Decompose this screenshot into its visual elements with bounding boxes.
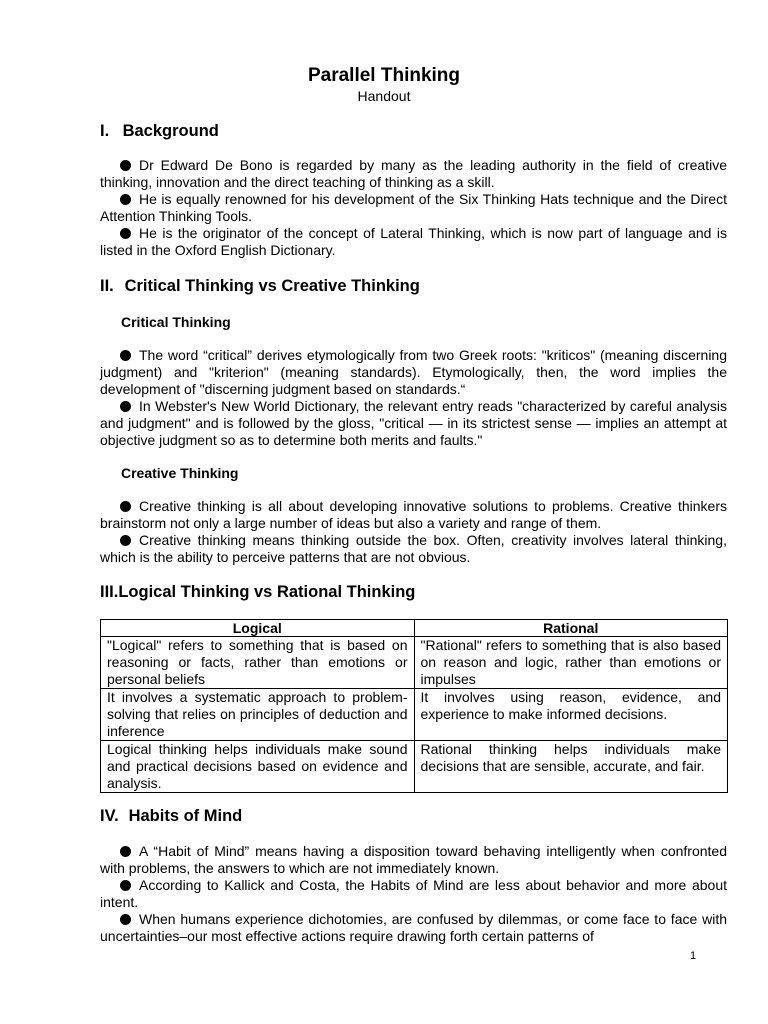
critical-thinking-bullet-list xyxy=(100,347,727,449)
list-item: A “Habit of Mind” means having a disposition toward behaving intelligently when confronted with problems, the answers to which are not immediately known. xyxy=(100,843,727,876)
table-cell: It involves a systematic approach to problem-solving that relies on principles of deduction and inference xyxy=(101,689,415,741)
table-header-row xyxy=(101,620,728,637)
table-row xyxy=(101,637,728,689)
creative-thinking-bullet-list xyxy=(100,498,727,566)
section-number: III. xyxy=(100,583,119,601)
table-cell: "Rational" refers to something that is also based on reason and logic, rather than emotions or impulses xyxy=(414,637,728,689)
section-number: I. xyxy=(100,122,110,140)
table-cell: It involves using reason, evidence, and experience to make informed decisions. xyxy=(414,689,728,741)
section-heading-habits-of-mind xyxy=(100,805,242,827)
table-row xyxy=(101,689,728,741)
table-cell: Logical thinking helps individuals make sound and practical decisions based on evidence and analysis. xyxy=(101,741,415,793)
section-number: IV. xyxy=(100,807,119,825)
list-item: In Webster's New World Dictionary, the relevant entry reads "characterized by careful analysis and judgment" and is followed by the gloss, "critical — in its strictest sense — implies an attempt at objective judgment so as to determine both merits and faults." xyxy=(100,398,727,448)
page-number: 1 xyxy=(690,950,697,962)
bullet-icon xyxy=(120,160,131,171)
section-heading-critical-vs-creative xyxy=(100,275,420,297)
bullet-icon xyxy=(120,846,131,857)
document-title: Parallel Thinking xyxy=(307,65,461,86)
list-item: He is equally renowned for his development of the Six Thinking Hats technique and the Direct Attention Thinking Tools. xyxy=(100,191,727,224)
list-item: When humans experience dichotomies, are confused by dilemmas, or come face to face with uncertainties–our most effective actions require drawing forth certain patterns of xyxy=(100,911,727,944)
section-title: Logical Thinking vs Rational Thinking xyxy=(118,583,416,601)
document-subtitle: Handout xyxy=(357,88,411,104)
bullet-icon xyxy=(120,501,131,512)
background-bullet-list xyxy=(100,157,727,259)
bullet-icon xyxy=(120,228,131,239)
logical-vs-rational-table xyxy=(100,619,728,793)
list-item: According to Kallick and Costa, the Habits of Mind are less about behavior and more about intent. xyxy=(100,877,727,910)
list-item: Creative thinking means thinking outside the box. Often, creativity involves lateral thinking, which is the ability to perceive patterns that are not obvious. xyxy=(100,532,727,565)
subsection-heading-creative-thinking: Creative Thinking xyxy=(121,465,239,481)
subsection-heading-critical-thinking: Critical Thinking xyxy=(121,314,231,330)
section-heading-logical-vs-rational xyxy=(100,581,415,603)
bullet-icon xyxy=(120,350,131,361)
bullet-icon xyxy=(120,880,131,891)
section-title: Habits of Mind xyxy=(128,807,243,825)
list-item: Creative thinking is all about developing innovative solutions to problems. Creative thinkers brainstorm not only a large number of ideas but also a variety and range of them. xyxy=(100,498,727,531)
table-cell: Rational thinking helps individuals make decisions that are sensible, accurate, and fair. xyxy=(414,741,728,793)
list-item: He is the originator of the concept of Lateral Thinking, which is now part of language and is listed in the Oxford English Dictionary. xyxy=(100,225,727,258)
bullet-icon xyxy=(120,535,131,546)
habits-of-mind-bullet-list xyxy=(100,843,727,945)
section-title: Critical Thinking vs Creative Thinking xyxy=(124,277,420,295)
column-header-rational: Rational xyxy=(414,620,728,637)
bullet-icon xyxy=(120,914,131,925)
table-row xyxy=(101,741,728,793)
section-heading-background xyxy=(100,120,219,142)
bullet-icon xyxy=(120,194,131,205)
section-number: II. xyxy=(100,277,114,295)
bullet-icon xyxy=(120,401,131,412)
section-title: Background xyxy=(122,122,219,140)
list-item: The word “critical” derives etymologically from two Greek roots: "kriticos" (meaning discerning judgment) and "kriterion" (meaning standards). Etymologically, then, the word implies the development of "discerning judgment based on standards.“ xyxy=(100,347,727,397)
list-item: Dr Edward De Bono is regarded by many as the leading authority in the field of creative thinking, innovation and the direct teaching of thinking as a skill. xyxy=(100,157,727,190)
column-header-logical: Logical xyxy=(101,620,415,637)
table-cell: "Logical" refers to something that is based on reasoning or facts, rather than emotions or personal beliefs xyxy=(101,637,415,689)
